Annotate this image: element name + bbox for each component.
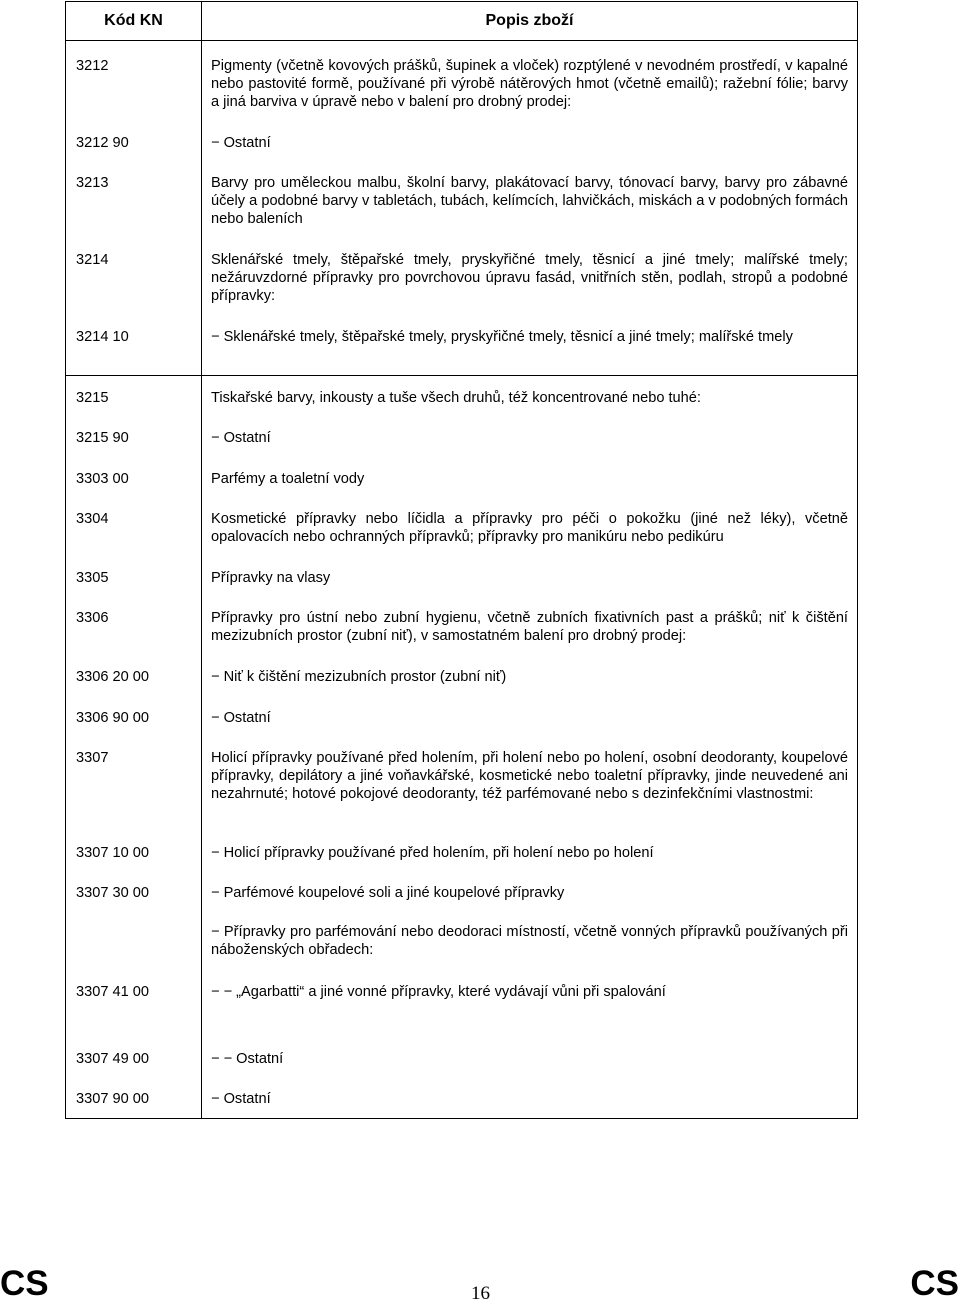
row-code: 3304 [76, 511, 109, 527]
row-code: 3307 [76, 750, 109, 766]
row-code: 3215 90 [76, 430, 129, 446]
header-code: Kód KN [66, 2, 202, 41]
goods-table [65, 1, 858, 1119]
row-code: 3212 [76, 58, 109, 74]
table-section [66, 41, 858, 376]
row-description: − Niť k čištění mezizubních prostor (zubní niť) [211, 669, 507, 685]
row-description: − − Ostatní [211, 1051, 284, 1067]
row-description: − Holicí přípravky používané před holením, při holení nebo po holení [211, 845, 654, 861]
row-code: 3305 [76, 570, 109, 586]
row-description: − Ostatní [211, 1091, 271, 1107]
row-description: − Sklenářské tmely, štěpařské tmely, pryskyřičné tmely, těsnicí a jiné tmely; malířské tmely [211, 329, 793, 345]
row-description: Kosmetické přípravky nebo líčidla a přípravky pro péči o pokožku (jiné než léky), včetně opalovacích nebo ochranných přípravků; přípravky pro manikúru nebo pedikúru [211, 511, 848, 546]
code-column [66, 41, 202, 376]
row-description: Barvy pro uměleckou malbu, školní barvy, plakátovací barvy, tónovací barvy, barvy pro zábavné účely a podobné barvy v tabletách, tubách, kelímcích, lahvičkách, miskách a v podobných formách nebo baleních [211, 175, 848, 228]
row-description: Přípravky na vlasy [211, 570, 331, 586]
row-description: − Přípravky pro parfémování nebo deodoraci místností, včetně vonných přípravků používaných při náboženských obřadech: [211, 924, 848, 959]
row-code: 3303 00 [76, 471, 129, 487]
header-description: Popis zboží [202, 2, 858, 41]
row-code: 3213 [76, 175, 109, 191]
row-code: 3307 49 00 [76, 1051, 150, 1067]
language-mark-left: CS [0, 1264, 49, 1303]
row-description: − Ostatní [211, 710, 271, 726]
page-number: 16 [471, 1283, 490, 1304]
row-code: 3214 [76, 252, 109, 268]
row-code: 3306 20 00 [76, 669, 150, 685]
row-code: 3307 10 00 [76, 845, 150, 861]
row-code: 3214 10 [76, 329, 129, 345]
row-description: Holicí přípravky používané před holením, při holení nebo po holení, osobní deodoranty, koupelové přípravky, depilátory a jiné voňavkářské, kosmetické nebo toaletní přípravky, jinde neuvedené ani nezahrnuté; hotové pokojové deodoranty, též parfémované nebo s dezinfekčními vlastnostmi: [211, 750, 848, 803]
row-code: 3307 30 00 [76, 885, 150, 901]
row-description: − − „Agarbatti“ a jiné vonné přípravky, které vydávají vůni při spalování [211, 984, 666, 1000]
row-description: Tiskařské barvy, inkousty a tuše všech druhů, též koncentrované nebo tuhé: [211, 390, 701, 406]
description-column [202, 41, 858, 376]
row-description: − Parfémové koupelové soli a jiné koupelové přípravky [211, 885, 565, 901]
row-code: 3212 90 [76, 135, 129, 151]
language-mark-right: CS [910, 1264, 959, 1303]
row-description: Pigmenty (včetně kovových prášků, šupinek a vloček) rozptýlené v nevodném prostředí, v kapalné nebo pastovité formě, používané při výrobě nátěrových hmot (včetně emailů); ražební fólie; barvy a jiná barviva v úpravě nebo v balení pro drobný prodej: [211, 58, 848, 111]
row-description: Parfémy a toaletní vody [211, 471, 365, 487]
row-code: 3307 90 00 [76, 1091, 150, 1107]
row-code: 3215 [76, 390, 109, 406]
row-description: − Ostatní [211, 430, 271, 446]
description-column [202, 376, 858, 1119]
row-description: Přípravky pro ústní nebo zubní hygienu, včetně zubních fixativních past a prášků; niť k čištění mezizubních prostor (zubní niť), v samostatném balení pro drobný prodej: [211, 610, 848, 645]
row-code: 3306 [76, 610, 109, 626]
row-code: 3306 90 00 [76, 710, 150, 726]
table-header-row [66, 2, 858, 41]
table-section [66, 376, 858, 1119]
row-description: Sklenářské tmely, štěpařské tmely, pryskyřičné tmely, těsnicí a jiné tmely; malířské tmely; nežáruvzdorné přípravky pro povrchovou úpravu fasád, vnitřních stěn, podlah, stropů a podobné přípravky: [211, 252, 848, 305]
row-code: 3307 41 00 [76, 984, 150, 1000]
row-description: − Ostatní [211, 135, 271, 151]
code-column [66, 376, 202, 1119]
